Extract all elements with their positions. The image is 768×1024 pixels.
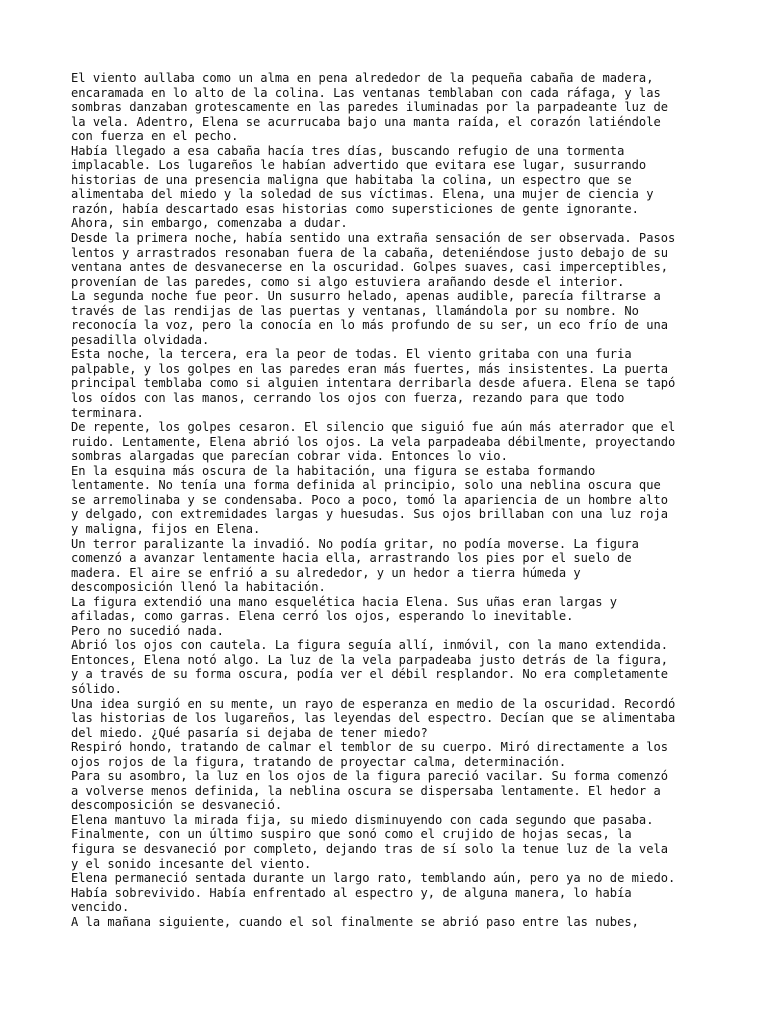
text-line: Había llegado a esa cabaña hacía tres días, buscando refugio de una tormenta (71, 143, 625, 158)
text-line: Pero no sucedió nada. (71, 623, 224, 638)
document-page (71, 71, 701, 929)
text-line: alimentaba del miedo y la soledad de sus víctimas. Elena, una mujer de ciencia y (71, 187, 654, 202)
paragraph (71, 347, 701, 420)
text-line: se arremolinaba y se condensaba. Poco a poco, tomó la apariencia de un hombre alto (71, 492, 669, 507)
paragraph (71, 638, 701, 696)
text-line: Una idea surgió en su mente, un rayo de esperanza en medio de la oscuridad. Recordó (71, 696, 676, 711)
paragraph (71, 813, 701, 871)
text-line: El viento aullaba como un alma en pena alrededor de la pequeña cabaña de madera, (71, 71, 654, 85)
text-line: La figura extendió una mano esquelética hacia Elena. Sus uñas eran largas y (71, 594, 618, 609)
text-line: las historias de los lugareños, las leyendas del espectro. Decían que se alimentaba (71, 711, 676, 726)
text-line: y el sonido incesante del viento. (71, 856, 312, 871)
text-line: descomposición llenó la habitación. (71, 580, 326, 595)
text-line: ruido. Lentamente, Elena abrió los ojos. La vela parpadeaba débilmente, proyectando (71, 434, 676, 449)
text-line: principal temblaba como si alguien intentara derribarla desde afuera. Elena se tapó (71, 376, 676, 391)
text-line: comenzó a avanzar lentamente hacia ella, arrastrando los pies por el suelo de (71, 551, 632, 566)
text-line: razón, había descartado esas historias como supersticiones de gente ignorante. (71, 201, 639, 216)
text-line: reconocía la voz, pero la conocía en lo más profundo de su ser, un eco frío de una (71, 318, 669, 333)
text-line: Un terror paralizante la invadió. No podía gritar, no podía moverse. La figura (71, 536, 639, 551)
paragraph (71, 231, 701, 289)
text-line: sólido. (71, 681, 122, 696)
text-line: los oídos con las manos, cerrando los ojos con fuerza, rezando para que todo (71, 391, 625, 406)
text-line: La segunda noche fue peor. Un susurro helado, apenas audible, parecía filtrarse a (71, 289, 661, 304)
text-line: Finalmente, con un último suspiro que sonó como el crujido de hojas secas, la (71, 827, 632, 842)
text-line: ventana antes de desvanecerse en la oscuridad. Golpes suaves, casi imperceptibles, (71, 260, 669, 275)
text-line: Entonces, Elena notó algo. La luz de la vela parpadeaba justo detrás de la figura, (71, 652, 669, 667)
text-line: ojos rojos de la figura, tratando de proyectar calma, determinación. (71, 754, 567, 769)
text-line: Elena mantuvo la mirada fija, su miedo disminuyendo con cada segundo que pasaba. (71, 812, 654, 827)
text-line: Abrió los ojos con cautela. La figura seguía allí, inmóvil, con la mano extendida. (71, 638, 669, 653)
text-line: y maligna, fijos en Elena. (71, 521, 261, 536)
text-line: y delgado, con extremidades largas y huesudas. Sus ojos brillaban con una luz roja (71, 507, 669, 522)
text-line: sombras danzaban grotescamente en las paredes iluminadas por la parpadeante luz de (71, 100, 669, 115)
text-line: provenían de las paredes, como si algo estuviera arañando desde el interior. (71, 274, 625, 289)
text-line: lentamente. No tenía una forma definida al principio, solo una neblina oscura que (71, 478, 661, 493)
paragraph (71, 740, 701, 769)
text-line: De repente, los golpes cesaron. El silencio que siguió fue aún más aterrador que el (71, 420, 676, 435)
text-line: sombras alargadas que parecían cobrar vida. Entonces lo vio. (71, 449, 508, 464)
paragraph (71, 915, 701, 930)
text-line: pesadilla olvidada. (71, 332, 210, 347)
text-line: la vela. Adentro, Elena se acurrucaba bajo una manta raída, el corazón latiéndole (71, 114, 661, 129)
text-line: Para su asombro, la luz en los ojos de la figura pareció vacilar. Su forma comenzó (71, 769, 669, 784)
paragraph (71, 871, 701, 915)
text-line: palpable, y los golpes en las paredes eran más fuertes, más insistentes. La puerta (71, 361, 669, 376)
text-line: del miedo. ¿Qué pasaría si dejaba de tener miedo? (71, 725, 428, 740)
text-line: Elena permaneció sentada durante un largo rato, temblando aún, pero ya no de miedo. (71, 871, 676, 886)
text-line: descomposición se desvaneció. (71, 798, 283, 813)
text-line: Había sobrevivido. Había enfrentado al espectro y, de alguna manera, lo había (71, 885, 632, 900)
paragraph (71, 595, 701, 624)
paragraph (71, 420, 701, 464)
text-line: figura se desvaneció por completo, dejando tras de sí solo la tenue luz de la vela (71, 841, 669, 856)
text-line: implacable. Los lugareños le habían advertido que evitara ese lugar, susurrando (71, 158, 647, 173)
paragraph (71, 697, 701, 741)
text-line: Desde la primera noche, había sentido una extraña sensación de ser observada. Pasos (71, 231, 676, 246)
paragraph (71, 769, 701, 813)
text-line: afiladas, como garras. Elena cerró los ojos, esperando lo inevitable. (71, 609, 574, 624)
text-line: Esta noche, la tercera, era la peor de todas. El viento gritaba con una furia (71, 347, 632, 362)
text-line: A la mañana siguiente, cuando el sol finalmente se abrió paso entre las nubes, (71, 914, 639, 929)
text-line: madera. El aire se enfrió a su alrededor, y un hedor a tierra húmeda y (71, 565, 581, 580)
paragraph (71, 464, 701, 537)
text-line: vencido. (71, 900, 130, 915)
text-line: historias de una presencia maligna que habitaba la colina, un espectro que se (71, 172, 632, 187)
text-line: lentos y arrastrados resonaban fuera de la cabaña, deteniéndose justo debajo de su (71, 245, 669, 260)
text-line: y a través de su forma oscura, podía ver el débil resplandor. No era completamente (71, 667, 669, 682)
paragraph (71, 144, 701, 231)
text-line: En la esquina más oscura de la habitación, una figura se estaba formando (71, 463, 596, 478)
text-line: Respiró hondo, tratando de calmar el temblor de su cuerpo. Miró directamente a los (71, 740, 669, 755)
paragraph (71, 624, 701, 639)
text-line: Ahora, sin embargo, comenzaba a dudar. (71, 216, 348, 231)
text-line: través de las rendijas de las puertas y ventanas, llamándola por su nombre. No (71, 303, 639, 318)
text-line: encaramada en lo alto de la colina. Las ventanas temblaban con cada ráfaga, y las (71, 85, 661, 100)
text-line: con fuerza en el pecho. (71, 129, 239, 144)
paragraph (71, 537, 701, 595)
text-line: terminara. (71, 405, 144, 420)
paragraph (71, 71, 701, 144)
text-line: a volverse menos definida, la neblina oscura se dispersaba lentamente. El hedor a (71, 783, 661, 798)
paragraph (71, 289, 701, 347)
